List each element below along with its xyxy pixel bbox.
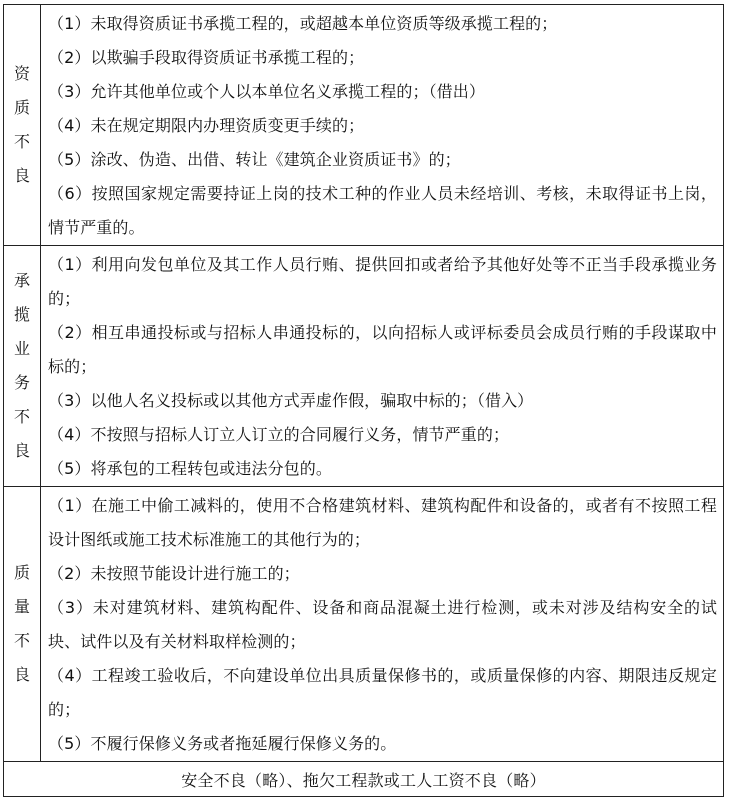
list-item: （2）相互串通投标或与招标人串通投标的，以向招标人或评标委员会成员行贿的手段谋取中标的；: [48, 323, 717, 376]
category-char: 业: [13, 339, 30, 358]
list-item: （5）将承包的工程转包或违法分包的。: [48, 459, 332, 478]
list-item: （6）按照国家规定需要持证上岗的技术工种的作业人员未经培训、考核，未取得证书上岗，情节严重的。: [48, 184, 717, 237]
category-char: 良: [13, 166, 30, 185]
category-char: 不: [13, 631, 30, 650]
list-item: （2）未按照节能设计进行施工的；: [48, 564, 300, 583]
category-char: 承: [13, 271, 30, 290]
list-item: （4）不按照与招标人订立人订立的合同履行义务，情节严重的；: [48, 425, 510, 444]
content-cell: [41, 487, 724, 762]
footer-row: [4, 762, 724, 797]
category-cell: [4, 5, 41, 246]
content-cell: [41, 246, 724, 487]
category-cell: [4, 246, 41, 487]
list-item: （5）不履行保修义务或者拖延履行保修义务的。: [48, 734, 397, 753]
list-item: （1）未取得资质证书承揽工程的，或超越本单位资质等级承揽工程的；: [48, 14, 558, 33]
category-char: 不: [13, 407, 30, 426]
category-char: 资: [13, 64, 30, 83]
category-cell: [4, 487, 41, 762]
list-item: （4）未在规定期限内办理资质变更手续的；: [48, 116, 365, 135]
section-row-quality: [4, 487, 724, 762]
category-char: 良: [13, 665, 30, 684]
category-char: 量: [13, 597, 30, 616]
category-char: 质: [13, 563, 30, 582]
section-row-qualification: [4, 5, 724, 246]
list-item: （1）在施工中偷工减料的，使用不合格建筑材料、建筑构配件和设备的，或者有不按照工程设计图纸或施工技术标准施工的其他行为的；: [48, 496, 717, 549]
category-char: 良: [13, 441, 30, 460]
list-item: （2）以欺骗手段取得资质证书承揽工程的；: [48, 48, 365, 67]
list-item: （4）工程竣工验收后，不向建设单位出具质量保修书的，或质量保修的内容、期限违反规定的；: [48, 666, 717, 719]
footer-note: 安全不良（略）、拖欠工程款或工人工资不良（略）: [4, 762, 724, 797]
list-item: （3）未对建筑材料、建筑构配件、设备和商品混凝土进行检测，或未对涉及结构安全的试块、试件以及有关材料取样检测的；: [48, 598, 717, 651]
category-char: 质: [13, 98, 30, 117]
content-cell: [41, 5, 724, 246]
section-row-contracting: [4, 246, 724, 487]
list-item: （1）利用向发包单位及其工作人员行贿、提供回扣或者给予其他好处等不正当手段承揽业务的；: [48, 255, 717, 308]
category-char: 务: [13, 373, 30, 392]
category-char: 不: [13, 132, 30, 151]
list-item: （3）允许其他单位或个人以本单位名义承揽工程的；（借出）: [48, 82, 485, 101]
list-item: （3）以他人名义投标或以其他方式弄虚作假，骗取中标的；（借入）: [48, 391, 534, 410]
violations-table: [3, 4, 724, 797]
list-item: （5）涂改、伪造、出借、转让《建筑企业资质证书》的；: [48, 150, 461, 169]
category-char: 揽: [13, 305, 30, 324]
